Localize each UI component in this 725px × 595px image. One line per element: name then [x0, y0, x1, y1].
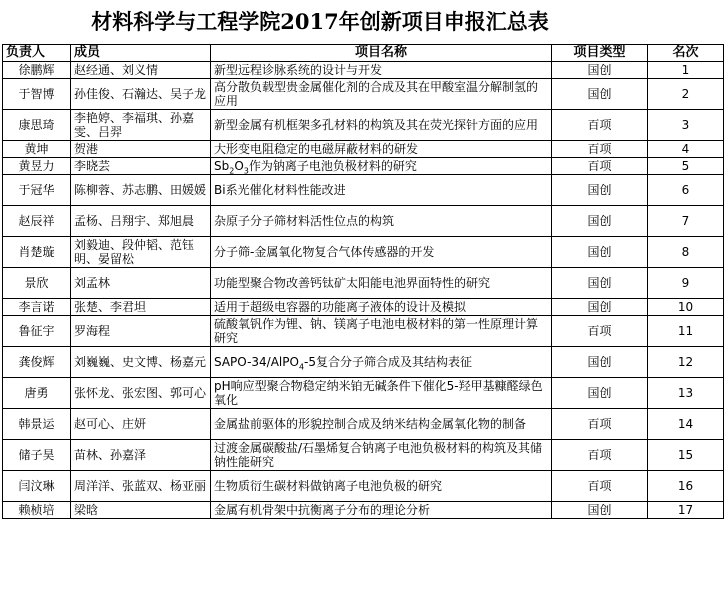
- table-row: [3, 471, 724, 502]
- table-row: [3, 316, 724, 347]
- project-text: 作为钠离子电池负极材料的研究: [248, 159, 417, 173]
- leader-cell: 赖桢培: [3, 502, 71, 519]
- leader-cell: 鲁征宇: [3, 316, 71, 347]
- project-cell: pH响应型聚合物稳定纳米铂无碱条件下催化5-羟甲基糠醛绿色氧化: [211, 378, 552, 409]
- members-cell: 苗林、孙嘉泽: [71, 440, 211, 471]
- table-row: [3, 79, 724, 110]
- type-cell: 国创: [552, 237, 648, 268]
- members-cell: 赵可心、庄妍: [71, 409, 211, 440]
- type-cell: 国创: [552, 299, 648, 316]
- rank-cell: 6: [648, 175, 724, 206]
- table-row: [3, 299, 724, 316]
- project-cell: 生物质衍生碳材料做钠离子电池负极的研究: [211, 471, 552, 502]
- header-project: 项目名称: [211, 45, 552, 62]
- leader-cell: 闫汶琳: [3, 471, 71, 502]
- type-cell: 国创: [552, 378, 648, 409]
- rank-cell: 16: [648, 471, 724, 502]
- rank-cell: 12: [648, 347, 724, 378]
- project-cell: 分子筛-金属氧化物复合气体传感器的开发: [211, 237, 552, 268]
- leader-cell: 徐鹏辉: [3, 62, 71, 79]
- leader-cell: 赵辰祥: [3, 206, 71, 237]
- members-cell: 梁晗: [71, 502, 211, 519]
- project-cell: [211, 158, 552, 175]
- header-type: 项目类型: [552, 45, 648, 62]
- rank-cell: 2: [648, 79, 724, 110]
- header-members: 成员: [71, 45, 211, 62]
- formula-subscript: 4: [298, 362, 305, 372]
- table-row: [3, 206, 724, 237]
- type-cell: 百项: [552, 440, 648, 471]
- formula-text: O: [234, 159, 244, 173]
- formula-text: SAPO-34/AlPO: [214, 355, 299, 369]
- rank-cell: 13: [648, 378, 724, 409]
- type-cell: 国创: [552, 502, 648, 519]
- leader-cell: 储子昊: [3, 440, 71, 471]
- type-cell: 百项: [552, 471, 648, 502]
- table-row: [3, 347, 724, 378]
- leader-cell: 肖楚璇: [3, 237, 71, 268]
- leader-cell: 于冠华: [3, 175, 71, 206]
- leader-cell: 龚俊辉: [3, 347, 71, 378]
- rank-cell: 3: [648, 110, 724, 141]
- table-row: [3, 62, 724, 79]
- leader-cell: 于智博: [3, 79, 71, 110]
- type-cell: 国创: [552, 62, 648, 79]
- members-cell: 周洋洋、张蓝双、杨亚丽: [71, 471, 211, 502]
- type-cell: 国创: [552, 206, 648, 237]
- members-cell: 陈柳蓉、苏志鹏、田媛媛: [71, 175, 211, 206]
- project-cell: 杂原子分子筛材料活性位点的构筑: [211, 206, 552, 237]
- type-cell: 百项: [552, 141, 648, 158]
- rank-cell: 17: [648, 502, 724, 519]
- project-cell: 过渡金属碳酸盐/石墨烯复合钠离子电池负极材料的构筑及其储钠性能研究: [211, 440, 552, 471]
- members-cell: 李晓芸: [71, 158, 211, 175]
- members-cell: 罗海程: [71, 316, 211, 347]
- members-cell: 刘孟林: [71, 268, 211, 299]
- leader-cell: 景欣: [3, 268, 71, 299]
- table-row: [3, 175, 724, 206]
- project-cell: 大形变电阻稳定的电磁屏蔽材料的研发: [211, 141, 552, 158]
- project-cell: 新型金属有机框架多孔材料的构筑及其在荧光探针方面的应用: [211, 110, 552, 141]
- project-cell: Bi系光催化材料性能改进: [211, 175, 552, 206]
- leader-cell: 韩景运: [3, 409, 71, 440]
- formula-subscript: 2: [229, 166, 235, 176]
- project-table: [2, 44, 724, 519]
- type-cell: 百项: [552, 110, 648, 141]
- table-row: [3, 378, 724, 409]
- rank-cell: 5: [648, 158, 724, 175]
- rank-cell: 10: [648, 299, 724, 316]
- table-row: [3, 409, 724, 440]
- members-cell: 刘巍巍、史文博、杨嘉元: [71, 347, 211, 378]
- header-rank: 名次: [648, 45, 724, 62]
- project-cell: 硫酸氧钒作为锂、钠、镁离子电池电极材料的第一性原理计算研究: [211, 316, 552, 347]
- type-cell: 百项: [552, 316, 648, 347]
- members-cell: 孟杨、吕翔宇、郑旭晨: [71, 206, 211, 237]
- rank-cell: 1: [648, 62, 724, 79]
- table-row: [3, 440, 724, 471]
- leader-cell: 李言诺: [3, 299, 71, 316]
- project-cell: 金属有机骨架中抗衡离子分布的理论分析: [211, 502, 552, 519]
- formula-subscript: 3: [243, 166, 249, 176]
- header-leader: 负责人: [3, 45, 71, 62]
- members-cell: 张怀龙、张宏图、郭可心: [71, 378, 211, 409]
- project-text: -5复合分子筛合成及其结构表征: [304, 355, 472, 369]
- members-cell: 赵经通、刘义情: [71, 62, 211, 79]
- rank-cell: 11: [648, 316, 724, 347]
- table-row: [3, 141, 724, 158]
- table-row: [3, 158, 724, 175]
- members-cell: 贺港: [71, 141, 211, 158]
- table-row: [3, 502, 724, 519]
- project-cell: 金属盐前驱体的形貌控制合成及纳米结构金属氧化物的制备: [211, 409, 552, 440]
- type-cell: 国创: [552, 268, 648, 299]
- type-cell: 国创: [552, 347, 648, 378]
- table-title: 材料科学与工程学院2017年创新项目申报汇总表: [91, 9, 549, 34]
- leader-cell: 黄昱力: [3, 158, 71, 175]
- project-cell: 新型远程诊脉系统的设计与开发: [211, 62, 552, 79]
- leader-cell: 黄坤: [3, 141, 71, 158]
- table-row: [3, 110, 724, 141]
- table-row: [3, 237, 724, 268]
- leader-cell: 唐勇: [3, 378, 71, 409]
- table-row: [3, 268, 724, 299]
- rank-cell: 15: [648, 440, 724, 471]
- project-cell: 高分散负载型贵金属催化剂的合成及其在甲酸室温分解制氢的应用: [211, 79, 552, 110]
- members-cell: 张楚、李君坦: [71, 299, 211, 316]
- rank-cell: 9: [648, 268, 724, 299]
- type-cell: 百项: [552, 409, 648, 440]
- formula-text: Sb: [214, 159, 230, 173]
- members-cell: 李艳婷、李福琪、孙嘉雯、吕羿: [71, 110, 211, 141]
- type-cell: 百项: [552, 158, 648, 175]
- header-row: [3, 45, 724, 62]
- members-cell: 刘毅迪、段仲韬、范钰明、晏留松: [71, 237, 211, 268]
- type-cell: 国创: [552, 79, 648, 110]
- rank-cell: 7: [648, 206, 724, 237]
- rank-cell: 14: [648, 409, 724, 440]
- project-cell: [211, 347, 552, 378]
- project-cell: 功能型聚合物改善钙钛矿太阳能电池界面特性的研究: [211, 268, 552, 299]
- members-cell: 孙佳俊、石瀚达、吴子龙: [71, 79, 211, 110]
- project-cell: 适用于超级电容器的功能离子液体的设计及模拟: [211, 299, 552, 316]
- rank-cell: 4: [648, 141, 724, 158]
- type-cell: 国创: [552, 175, 648, 206]
- rank-cell: 8: [648, 237, 724, 268]
- leader-cell: 康思琦: [3, 110, 71, 141]
